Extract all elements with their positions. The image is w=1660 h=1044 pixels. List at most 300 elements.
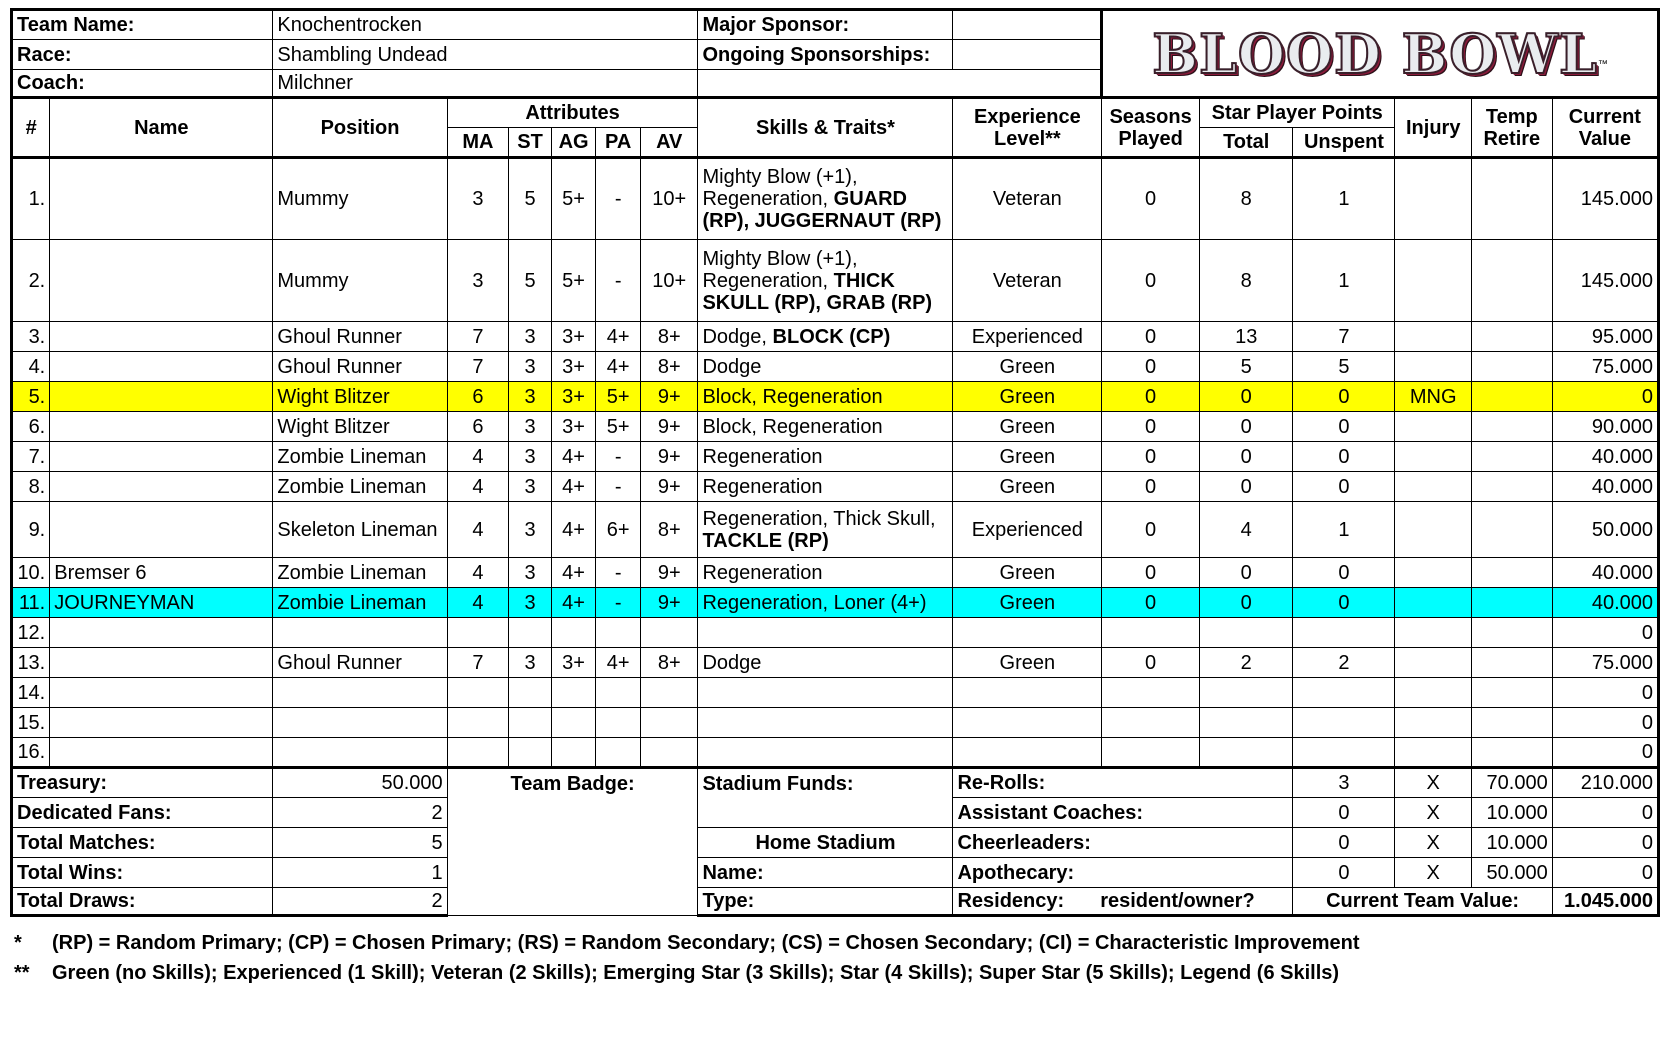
player-number[interactable]: 6. [12, 412, 50, 442]
player-temp-retire[interactable] [1471, 678, 1552, 708]
player-experience[interactable] [953, 618, 1102, 648]
player-spp-total[interactable]: 0 [1199, 442, 1293, 472]
player-experience[interactable]: Green [953, 412, 1102, 442]
footnote-mark-2: ** [14, 962, 30, 984]
player-av[interactable]: 9+ [641, 382, 698, 412]
player-experience[interactable]: Veteran [953, 158, 1102, 240]
player-number[interactable]: 10. [12, 558, 50, 588]
player-position[interactable]: Ghoul Runner [273, 322, 447, 352]
player-experience[interactable]: Green [953, 352, 1102, 382]
skills-advances: GUARD (RP), JUGGERNAUT (RP) [702, 188, 942, 232]
player-number[interactable]: 15. [12, 708, 50, 738]
player-temp-retire[interactable] [1471, 648, 1552, 678]
player-name[interactable] [50, 322, 273, 352]
player-av[interactable] [641, 738, 698, 768]
player-temp-retire[interactable] [1471, 618, 1552, 648]
player-position[interactable]: Zombie Lineman [273, 558, 447, 588]
player-value[interactable]: 145.000 [1552, 158, 1658, 240]
player-pa[interactable]: - [596, 158, 641, 240]
player-spp-unspent[interactable]: 0 [1293, 382, 1395, 412]
player-seasons[interactable]: 0 [1102, 502, 1200, 558]
player-spp-total[interactable]: 4 [1199, 502, 1293, 558]
player-number[interactable]: 2. [12, 240, 50, 322]
player-temp-retire[interactable] [1471, 708, 1552, 738]
player-spp-total[interactable]: 8 [1199, 158, 1293, 240]
player-spp-unspent[interactable]: 5 [1293, 352, 1395, 382]
player-skills[interactable] [698, 738, 953, 768]
player-pa[interactable]: 5+ [596, 382, 641, 412]
player-number[interactable]: 13. [12, 648, 50, 678]
table-row [12, 738, 1659, 768]
player-position[interactable]: Zombie Lineman [273, 442, 447, 472]
player-spp-total[interactable]: 0 [1199, 588, 1293, 618]
player-experience[interactable]: Veteran [953, 240, 1102, 322]
player-ma[interactable]: 7 [447, 648, 509, 678]
player-seasons[interactable]: 0 [1102, 322, 1200, 352]
player-seasons[interactable]: 0 [1102, 240, 1200, 322]
player-number[interactable]: 7. [12, 442, 50, 472]
table-row [12, 678, 1659, 708]
race-field[interactable]: Shambling Undead [273, 40, 698, 70]
player-skills[interactable] [698, 472, 953, 502]
player-st[interactable]: 3 [509, 382, 552, 412]
table-row [12, 648, 1659, 678]
player-spp-total[interactable]: 8 [1199, 240, 1293, 322]
player-seasons[interactable]: 0 [1102, 382, 1200, 412]
major-sponsor-field[interactable] [953, 10, 1102, 40]
col-spp-total: Total [1199, 128, 1293, 158]
player-experience[interactable]: Green [953, 558, 1102, 588]
player-name[interactable] [50, 412, 273, 442]
player-skills[interactable] [698, 588, 953, 618]
player-injury[interactable]: MNG [1395, 382, 1472, 412]
total-wins-value[interactable]: 1 [273, 858, 447, 888]
player-position[interactable] [273, 738, 447, 768]
player-av[interactable] [641, 678, 698, 708]
player-number[interactable]: 14. [12, 678, 50, 708]
player-number[interactable]: 9. [12, 502, 50, 558]
player-skills[interactable] [698, 708, 953, 738]
player-injury[interactable] [1395, 322, 1472, 352]
player-st[interactable]: 3 [509, 472, 552, 502]
skills-base: Regeneration, Thick Skull, [702, 507, 936, 530]
player-pa[interactable]: - [596, 442, 641, 472]
player-value[interactable]: 0 [1552, 738, 1658, 768]
player-ag[interactable]: 5+ [551, 158, 596, 240]
footnotes [14, 928, 1360, 988]
player-ma[interactable]: 3 [447, 240, 509, 322]
residency-field[interactable] [953, 888, 1293, 916]
player-injury[interactable] [1395, 558, 1472, 588]
player-number[interactable]: 16. [12, 738, 50, 768]
player-pa[interactable] [596, 618, 641, 648]
player-pa[interactable]: - [596, 472, 641, 502]
player-name[interactable] [50, 472, 273, 502]
player-skills[interactable] [698, 322, 953, 352]
skills-base: Block, Regeneration [702, 415, 883, 438]
player-injury[interactable] [1395, 618, 1472, 648]
skills-advances: BLOCK (CP) [772, 325, 891, 348]
player-injury[interactable] [1395, 412, 1472, 442]
player-pa[interactable]: 6+ [596, 502, 641, 558]
player-av[interactable] [641, 708, 698, 738]
player-position[interactable]: Mummy [273, 240, 447, 322]
player-position[interactable]: Ghoul Runner [273, 352, 447, 382]
player-value[interactable]: 0 [1552, 708, 1658, 738]
player-seasons[interactable] [1102, 618, 1200, 648]
coach-field[interactable]: Milchner [273, 70, 698, 98]
player-spp-unspent[interactable]: 2 [1293, 648, 1395, 678]
player-name[interactable] [50, 738, 273, 768]
player-name[interactable] [50, 618, 273, 648]
player-ag[interactable]: 4+ [551, 588, 596, 618]
player-name[interactable]: Bremser 6 [50, 558, 273, 588]
player-av[interactable]: 9+ [641, 442, 698, 472]
player-spp-total[interactable] [1199, 738, 1293, 768]
player-name[interactable] [50, 648, 273, 678]
player-ag[interactable]: 3+ [551, 648, 596, 678]
logo-text: BLOOD BOWL [1152, 21, 1598, 86]
player-name[interactable]: JOURNEYMAN [50, 588, 273, 618]
player-experience[interactable]: Experienced [953, 322, 1102, 352]
player-number[interactable]: 3. [12, 322, 50, 352]
player-spp-unspent[interactable]: 0 [1293, 442, 1395, 472]
cheerleaders-qty[interactable]: 0 [1293, 828, 1395, 858]
player-injury[interactable] [1395, 708, 1472, 738]
player-ma[interactable]: 4 [447, 588, 509, 618]
player-seasons[interactable]: 0 [1102, 588, 1200, 618]
player-av[interactable]: 8+ [641, 502, 698, 558]
player-av[interactable]: 9+ [641, 588, 698, 618]
player-av[interactable]: 8+ [641, 352, 698, 382]
player-st[interactable]: 3 [509, 648, 552, 678]
sponsor-extra-field[interactable] [698, 70, 1102, 98]
player-experience[interactable]: Green [953, 472, 1102, 502]
player-number[interactable]: 4. [12, 352, 50, 382]
player-skills[interactable] [698, 502, 953, 558]
col-name: Name [50, 98, 273, 158]
team-name-field[interactable]: Knochentrocken [273, 10, 698, 40]
player-ag[interactable] [551, 708, 596, 738]
player-pa[interactable]: 4+ [596, 352, 641, 382]
player-ma[interactable]: 3 [447, 158, 509, 240]
player-st[interactable]: 3 [509, 352, 552, 382]
player-number[interactable]: 5. [12, 382, 50, 412]
player-st[interactable]: 3 [509, 442, 552, 472]
player-experience[interactable] [953, 738, 1102, 768]
player-av[interactable]: 10+ [641, 240, 698, 322]
player-experience[interactable] [953, 708, 1102, 738]
player-spp-total[interactable] [1199, 618, 1293, 648]
player-value[interactable]: 40.000 [1552, 472, 1658, 502]
player-position[interactable]: Ghoul Runner [273, 648, 447, 678]
player-seasons[interactable]: 0 [1102, 158, 1200, 240]
player-value[interactable]: 40.000 [1552, 588, 1658, 618]
player-st[interactable]: 5 [509, 158, 552, 240]
player-skills[interactable] [698, 158, 953, 240]
player-spp-total[interactable]: 5 [1199, 352, 1293, 382]
player-number[interactable]: 11. [12, 588, 50, 618]
rerolls-qty[interactable]: 3 [1293, 768, 1395, 798]
residency-label: Residency: [957, 890, 1065, 912]
player-position[interactable]: Skeleton Lineman [273, 502, 447, 558]
player-position[interactable]: Wight Blitzer [273, 412, 447, 442]
player-seasons[interactable]: 0 [1102, 352, 1200, 382]
player-value[interactable]: 0 [1552, 678, 1658, 708]
player-ag[interactable]: 4+ [551, 558, 596, 588]
player-spp-total[interactable]: 13 [1199, 322, 1293, 352]
player-temp-retire[interactable] [1471, 588, 1552, 618]
player-st[interactable] [509, 708, 552, 738]
player-ma[interactable]: 4 [447, 502, 509, 558]
table-row [12, 240, 1659, 322]
player-name[interactable] [50, 382, 273, 412]
player-pa[interactable] [596, 678, 641, 708]
player-value[interactable]: 0 [1552, 618, 1658, 648]
player-experience[interactable]: Green [953, 442, 1102, 472]
player-pa[interactable]: 5+ [596, 412, 641, 442]
player-spp-unspent[interactable]: 1 [1293, 502, 1395, 558]
player-experience[interactable]: Green [953, 648, 1102, 678]
player-seasons[interactable]: 0 [1102, 442, 1200, 472]
player-ag[interactable]: 3+ [551, 352, 596, 382]
player-position[interactable]: Wight Blitzer [273, 382, 447, 412]
player-pa[interactable]: - [596, 240, 641, 322]
player-temp-retire[interactable] [1471, 352, 1552, 382]
player-name[interactable] [50, 352, 273, 382]
player-spp-unspent[interactable]: 0 [1293, 588, 1395, 618]
stadium-funds-label: Stadium Funds: [698, 768, 953, 828]
player-seasons[interactable]: 0 [1102, 648, 1200, 678]
player-injury[interactable] [1395, 352, 1472, 382]
player-injury[interactable] [1395, 502, 1472, 558]
player-ma[interactable]: 4 [447, 442, 509, 472]
player-ma[interactable] [447, 618, 509, 648]
player-st[interactable] [509, 738, 552, 768]
player-spp-unspent[interactable]: 7 [1293, 322, 1395, 352]
stadium-name-label: Name: [698, 858, 953, 888]
player-seasons[interactable] [1102, 738, 1200, 768]
player-ag[interactable]: 4+ [551, 472, 596, 502]
col-spp: Star Player Points [1199, 98, 1395, 128]
player-skills[interactable] [698, 240, 953, 322]
player-injury[interactable] [1395, 472, 1472, 502]
player-temp-retire[interactable] [1471, 382, 1552, 412]
player-spp-total[interactable]: 0 [1199, 382, 1293, 412]
dedicated-fans-value[interactable]: 2 [273, 798, 447, 828]
player-ma[interactable]: 6 [447, 382, 509, 412]
player-position[interactable]: Zombie Lineman [273, 472, 447, 502]
player-av[interactable] [641, 618, 698, 648]
player-injury[interactable] [1395, 240, 1472, 322]
player-pa[interactable] [596, 738, 641, 768]
player-experience[interactable]: Green [953, 382, 1102, 412]
player-position[interactable]: Zombie Lineman [273, 588, 447, 618]
player-spp-total[interactable]: 0 [1199, 472, 1293, 502]
player-ag[interactable]: 5+ [551, 240, 596, 322]
team-roster-sheet [10, 8, 1660, 917]
player-av[interactable]: 10+ [641, 158, 698, 240]
player-st[interactable]: 3 [509, 322, 552, 352]
player-seasons[interactable]: 0 [1102, 558, 1200, 588]
player-spp-unspent[interactable] [1293, 678, 1395, 708]
player-injury[interactable] [1395, 738, 1472, 768]
player-value[interactable]: 95.000 [1552, 322, 1658, 352]
player-ma[interactable] [447, 738, 509, 768]
player-value[interactable]: 40.000 [1552, 558, 1658, 588]
col-number: # [12, 98, 50, 158]
player-spp-total[interactable]: 0 [1199, 558, 1293, 588]
player-temp-retire[interactable] [1471, 240, 1552, 322]
player-experience[interactable] [953, 678, 1102, 708]
player-temp-retire[interactable] [1471, 738, 1552, 768]
player-value[interactable]: 90.000 [1552, 412, 1658, 442]
player-name[interactable] [50, 240, 273, 322]
player-position[interactable] [273, 708, 447, 738]
player-number[interactable]: 1. [12, 158, 50, 240]
player-spp-unspent[interactable]: 0 [1293, 558, 1395, 588]
player-skills[interactable] [698, 618, 953, 648]
player-skills[interactable] [698, 412, 953, 442]
player-spp-unspent[interactable] [1293, 708, 1395, 738]
skills-base: Regeneration, Loner (4+) [702, 591, 927, 614]
col-current-value: Current Value [1552, 98, 1658, 158]
player-temp-retire[interactable] [1471, 472, 1552, 502]
player-st[interactable]: 3 [509, 558, 552, 588]
player-spp-total[interactable] [1199, 678, 1293, 708]
player-ma[interactable]: 6 [447, 412, 509, 442]
player-skills[interactable] [698, 558, 953, 588]
player-pa[interactable]: - [596, 588, 641, 618]
player-injury[interactable] [1395, 442, 1472, 472]
table-row [12, 412, 1659, 442]
player-position[interactable] [273, 678, 447, 708]
player-injury[interactable] [1395, 648, 1472, 678]
table-row [12, 158, 1659, 240]
player-injury[interactable] [1395, 588, 1472, 618]
player-ag[interactable] [551, 678, 596, 708]
player-seasons[interactable]: 0 [1102, 412, 1200, 442]
player-pa[interactable]: 4+ [596, 322, 641, 352]
player-name[interactable] [50, 158, 273, 240]
total-matches-value[interactable]: 5 [273, 828, 447, 858]
player-spp-unspent[interactable]: 0 [1293, 412, 1395, 442]
player-spp-total[interactable]: 0 [1199, 412, 1293, 442]
player-name[interactable] [50, 678, 273, 708]
apothecary-cost: 50.000 [1471, 858, 1552, 888]
assistant-coaches-qty[interactable]: 0 [1293, 798, 1395, 828]
player-st[interactable]: 5 [509, 240, 552, 322]
team-name-label: Team Name: [12, 10, 273, 40]
player-ma[interactable]: 7 [447, 352, 509, 382]
player-seasons[interactable] [1102, 708, 1200, 738]
apothecary-qty[interactable]: 0 [1293, 858, 1395, 888]
player-injury[interactable] [1395, 158, 1472, 240]
player-experience[interactable]: Green [953, 588, 1102, 618]
player-ma[interactable]: 7 [447, 322, 509, 352]
player-skills[interactable] [698, 352, 953, 382]
player-ag[interactable]: 4+ [551, 442, 596, 472]
player-st[interactable] [509, 618, 552, 648]
player-temp-retire[interactable] [1471, 322, 1552, 352]
player-value[interactable]: 0 [1552, 382, 1658, 412]
player-temp-retire[interactable] [1471, 412, 1552, 442]
player-temp-retire[interactable] [1471, 442, 1552, 472]
player-ma[interactable]: 4 [447, 558, 509, 588]
player-pa[interactable]: - [596, 558, 641, 588]
player-st[interactable] [509, 678, 552, 708]
player-name[interactable] [50, 442, 273, 472]
player-ag[interactable]: 3+ [551, 322, 596, 352]
player-position[interactable]: Mummy [273, 158, 447, 240]
player-st[interactable]: 3 [509, 588, 552, 618]
player-av[interactable]: 9+ [641, 558, 698, 588]
player-skills[interactable] [698, 648, 953, 678]
player-ag[interactable]: 3+ [551, 382, 596, 412]
player-ma[interactable] [447, 678, 509, 708]
player-name[interactable] [50, 502, 273, 558]
player-value[interactable]: 50.000 [1552, 502, 1658, 558]
player-spp-unspent[interactable] [1293, 738, 1395, 768]
player-ma[interactable]: 4 [447, 472, 509, 502]
player-ag[interactable]: 4+ [551, 502, 596, 558]
player-temp-retire[interactable] [1471, 158, 1552, 240]
player-skills[interactable] [698, 678, 953, 708]
player-spp-unspent[interactable]: 0 [1293, 472, 1395, 502]
player-ag[interactable] [551, 738, 596, 768]
player-value[interactable]: 75.000 [1552, 352, 1658, 382]
player-ma[interactable] [447, 708, 509, 738]
player-ag[interactable] [551, 618, 596, 648]
player-spp-unspent[interactable]: 1 [1293, 158, 1395, 240]
player-value[interactable]: 40.000 [1552, 442, 1658, 472]
player-pa[interactable] [596, 708, 641, 738]
player-av[interactable]: 9+ [641, 472, 698, 502]
player-seasons[interactable]: 0 [1102, 472, 1200, 502]
player-value[interactable]: 145.000 [1552, 240, 1658, 322]
player-experience[interactable]: Experienced [953, 502, 1102, 558]
player-number[interactable]: 12. [12, 618, 50, 648]
player-injury[interactable] [1395, 678, 1472, 708]
player-skills[interactable] [698, 382, 953, 412]
player-position[interactable] [273, 618, 447, 648]
player-av[interactable]: 8+ [641, 322, 698, 352]
player-ag[interactable]: 3+ [551, 412, 596, 442]
player-spp-total[interactable]: 2 [1199, 648, 1293, 678]
player-pa[interactable]: 4+ [596, 648, 641, 678]
player-value[interactable]: 75.000 [1552, 648, 1658, 678]
player-st[interactable]: 3 [509, 502, 552, 558]
col-injury: Injury [1395, 98, 1472, 158]
col-position: Position [273, 98, 447, 158]
player-seasons[interactable] [1102, 678, 1200, 708]
player-number[interactable]: 8. [12, 472, 50, 502]
player-spp-total[interactable] [1199, 708, 1293, 738]
player-spp-unspent[interactable]: 1 [1293, 240, 1395, 322]
player-name[interactable] [50, 708, 273, 738]
player-spp-unspent[interactable] [1293, 618, 1395, 648]
player-av[interactable]: 9+ [641, 412, 698, 442]
player-st[interactable]: 3 [509, 412, 552, 442]
ongoing-sponsorships-field[interactable] [953, 40, 1102, 70]
player-av[interactable]: 8+ [641, 648, 698, 678]
table-row [12, 352, 1659, 382]
player-temp-retire[interactable] [1471, 558, 1552, 588]
treasury-value[interactable]: 50.000 [273, 768, 447, 798]
player-temp-retire[interactable] [1471, 502, 1552, 558]
total-draws-value[interactable]: 2 [273, 888, 447, 916]
player-skills[interactable] [698, 442, 953, 472]
